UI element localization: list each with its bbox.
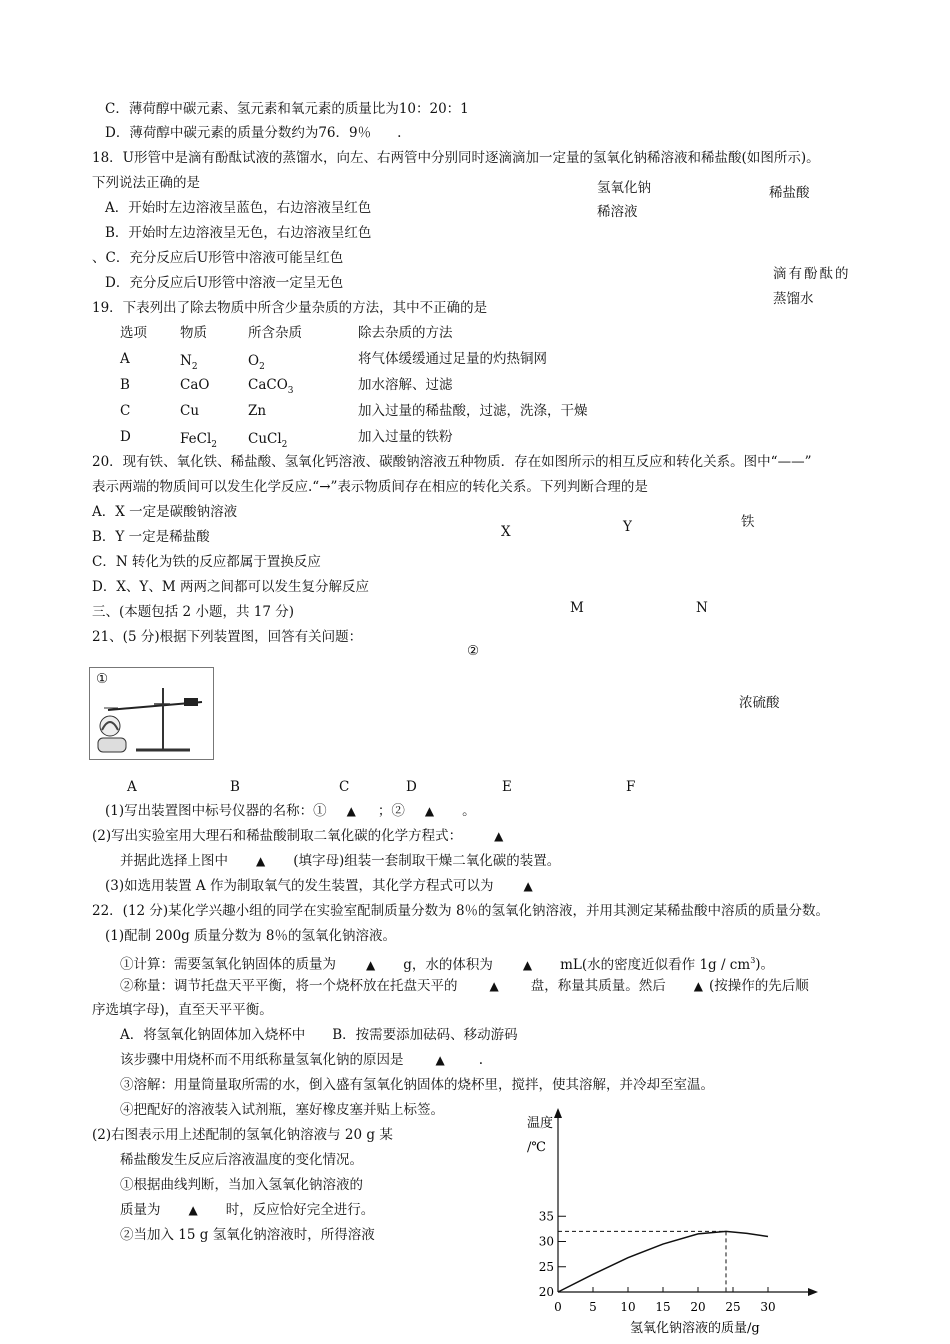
q19-row-d-method: 加入过量的铁粉 (358, 429, 453, 445)
apparatus-drawing (90, 668, 213, 759)
x-axis-arrow (808, 1288, 818, 1296)
unit-superscript: 3 (750, 956, 756, 965)
q21-part-1-text: (1)写出装置图中标号仪器的名称：① (105, 803, 327, 819)
q21-stem: 21、(5 分)根据下列装置图，回答有关问题： (92, 629, 363, 645)
q22-part-2-q1-tail: 时，反应恰好完全进行。 (225, 1202, 375, 1218)
answer-blank: ▲ (346, 804, 356, 818)
apparatus-label-b: B (230, 779, 240, 795)
q19-header-substance: 物质 (180, 325, 207, 341)
q19-row-a-method: 将气体缓缓通过足量的灼热铜网 (358, 351, 547, 367)
formula-text: O (248, 353, 260, 369)
q17-option-c: C．薄荷醇中碳元素、氢元素和氧元素的质量比为10：20：1 (105, 101, 469, 117)
q19-row-d-substance (180, 430, 217, 454)
q20-node-y: Y (623, 519, 632, 535)
q22-part-2-q1: ①根据曲线判断，当加入氢氧化钠溶液的 (120, 1177, 363, 1193)
q17-option-d-text: D．薄荷醇中碳元素的质量分数约为76．9％ (105, 125, 372, 141)
answer-blank: ▲ (424, 804, 435, 818)
q22-step-2 (120, 977, 809, 995)
q22-part-2: (2)右图表示用上述配制的氢氧化钠溶液与 20 g 某 (92, 1127, 393, 1143)
q19-row-b-impurity (248, 376, 294, 400)
q18-figure-label-water-1: 滴有酚酞的 (773, 266, 851, 282)
q19-row-c-substance: Cu (180, 403, 200, 419)
formula-subscript: 3 (287, 386, 294, 396)
y-tick-label: 30 (538, 1234, 554, 1249)
y-axis-label-1: 温度 (527, 1116, 554, 1131)
q21-part-2-b-text: 并据此选择上图中 (120, 853, 228, 869)
q19-row-c-impurity: Zn (248, 403, 267, 419)
formula-subscript: 2 (191, 362, 198, 372)
formula-subscript: 2 (259, 362, 265, 372)
q22-step-2-reason-text: 该步骤中用烧杯而不用纸称量氢氧化钠的原因是 (120, 1052, 404, 1068)
q20-node-x: X (501, 524, 511, 540)
q22-step-1-end: )。 (755, 956, 775, 973)
formula-text: CuCl (248, 431, 282, 447)
q18-figure-label-hcl: 稀盐酸 (769, 185, 810, 201)
q21-part-1-end: 。 (462, 803, 476, 819)
q22-stem: 22．(12 分)某化学兴趣小组的同学在实验室配制质量分数为 8％的氢氧化钠溶液，并用其测定某稀盐酸中溶质的质量分数。 (92, 903, 830, 919)
q18-option-d: D．充分反应后U形管中溶液一定呈无色 (105, 275, 344, 291)
q20-option-d: D．X、Y、M 两两之间都可以发生复分解反应 (92, 579, 369, 595)
q20-option-b: B．Y 一定是稀盐酸 (92, 529, 210, 545)
x-tick-label: 30 (760, 1300, 776, 1314)
q22-step-3: ③溶解：用量筒量取所需的水，倒入盛有氢氧化钠固体的烧杯里，搅拌，使其溶解，并冷却至室温。 (120, 1077, 714, 1093)
x-tick-label: 0 (554, 1300, 562, 1314)
formula-text: N (180, 353, 192, 369)
q22-step-1-text-3: mL(水的密度近似看作 1g / cm (560, 956, 751, 973)
q22-part-1: (1)配制 200g 质量分数为 8％的氢氧化钠溶液。 (105, 928, 396, 944)
x-tick-label: 5 (589, 1300, 597, 1314)
q18-figure-label-naoh-2: 稀溶液 (597, 204, 638, 220)
q19-row-a-impurity (248, 352, 265, 376)
y-tick-label: 20 (538, 1285, 554, 1299)
q20-option-c: C．N 转化为铁的反应都属于置换反应 (92, 554, 321, 570)
q22-part-2-q1-cont (120, 1201, 374, 1219)
q19-row-a-substance (180, 352, 198, 376)
q22-step-4: ④把配好的溶液装入试剂瓶，塞好橡皮塞并贴上标签。 (120, 1102, 444, 1118)
q21-part-3-text: (3)如选用装置 A 作为制取氧气的发生装置，其化学方程式可以为 (105, 878, 494, 894)
q21-part-3 (105, 877, 533, 895)
answer-blank: ▲ (435, 1053, 445, 1067)
q21-part-2-text: (2)写出实验室用大理石和稀盐酸制取二氧化碳的化学方程式： (92, 828, 463, 844)
q20-node-m: M (570, 600, 584, 616)
q22-step-2-cont: 序选填字母)，直至天平平衡。 (92, 1002, 273, 1018)
y-tick-label: 35 (538, 1209, 554, 1224)
q19-row-c-option: C (120, 403, 131, 419)
answer-blank: ▲ (489, 979, 499, 993)
answer-blank: ▲ (188, 1203, 198, 1217)
q22-part-2-q1-text: 质量为 (120, 1202, 161, 1218)
apparatus-label-c: C (339, 779, 350, 795)
q19-row-d-option: D (120, 429, 131, 445)
q22-step-1-text-2: g，水的体积为 (403, 956, 493, 973)
q22-step-2-reason (120, 1051, 483, 1069)
q21-circle-1-label: ① (96, 671, 109, 687)
apparatus-label-e: E (502, 779, 512, 795)
x-tick-label: 15 (655, 1300, 671, 1314)
q19-header-impurity: 所含杂质 (248, 325, 302, 341)
answer-blank: ▲ (523, 879, 533, 893)
answer-blank: ▲ (522, 957, 533, 972)
q18-option-a: A．开始时左边溶液呈蓝色，右边溶液呈红色 (105, 200, 372, 216)
q21-part-1 (105, 802, 476, 820)
q21-part-2 (92, 827, 503, 845)
answer-blank: ▲ (256, 854, 266, 868)
q22-step-1-text: ①计算：需要氢氧化钠固体的质量为 (120, 956, 336, 973)
q19-row-b-method: 加水溶解、过滤 (358, 377, 453, 393)
apparatus-label-f: F (626, 779, 636, 795)
q20-stem-line1: 20．现有铁、氧化铁、稀盐酸、氢氧化钙溶液、碳酸钠溶液五种物质．存在如图所示的相互反应和转化关系。图中“——” (92, 454, 812, 470)
q19-header-method: 除去杂质的方法 (358, 325, 453, 341)
x-tick-label: 25 (725, 1300, 741, 1314)
q17-option-d (105, 124, 401, 142)
q22-part-2-line2: 稀盐酸发生反应后溶液温度的变化情况。 (120, 1152, 363, 1168)
formula-subscript: 2 (211, 440, 217, 450)
section-3-heading: 三、(本题包括 2 小题，共 17 分) (92, 604, 294, 620)
y-axis-label-2: /℃ (527, 1140, 546, 1155)
q17-option-d-tail: . (397, 125, 402, 141)
y-tick-label: 25 (538, 1259, 554, 1274)
q19-row-a-option: A (120, 351, 130, 367)
q19-row-d-impurity (248, 430, 287, 454)
q18-figure-label-water-2: 蒸馏水 (773, 291, 814, 307)
q20-node-n: N (696, 600, 708, 616)
q21-circle-2-label: ② (467, 643, 480, 659)
answer-blank: ▲ (494, 829, 504, 843)
q21-apparatus-a-image (89, 667, 214, 760)
x-tick-label: 10 (620, 1300, 636, 1314)
formula-text: FeCl (180, 431, 212, 447)
q20-option-a: A．X 一定是碳酸钠溶液 (92, 504, 238, 520)
q22-step-2-reason-tail: . (478, 1052, 484, 1068)
q22-step-2-text: ②称量：调节托盘天平平衡，将一个烧杯放在托盘天平的 (120, 978, 458, 994)
q22-step-2-text-3: (按操作的先后顺 (708, 978, 809, 994)
q22-step-2-text-2: 盘，称量其质量。然后 (530, 978, 666, 994)
q22-step-1 (120, 952, 774, 974)
q21-conc-sulfuric-acid-label: 浓硫酸 (739, 695, 780, 711)
y-axis-arrow (554, 1108, 562, 1118)
q19-header-option: 选项 (120, 325, 147, 341)
q21-part-2-b (120, 852, 560, 870)
q19-stem: 19．下表列出了除去物质中所含少量杂质的方法，其中不正确的是 (92, 300, 488, 316)
formula-text: CaO (180, 377, 210, 393)
formula-text: CaCO (248, 377, 288, 393)
formula-subscript: 2 (281, 440, 288, 450)
q18-option-b: B．开始时左边溶液呈无色，右边溶液呈红色 (105, 225, 372, 241)
q19-row-b-substance (180, 376, 209, 394)
temperature-chart (500, 1100, 830, 1340)
q18-stem-line1: 18．U形管中是滴有酚酞试液的蒸馏水，向左、右两管中分别同时逐滴滴加一定量的氢氧化钠稀溶液和稀盐酸(如图所示)。 (92, 150, 820, 166)
q18-option-c: 、C．充分反应后U形管中溶液可能呈红色 (92, 250, 344, 266)
q19-row-c-method: 加入过量的稀盐酸，过滤，洗涤，干燥 (358, 403, 588, 419)
q20-node-iron: 铁 (741, 514, 755, 530)
q18-figure-label-naoh-1: 氢氧化钠 (597, 180, 651, 196)
q19-row-b-option: B (120, 377, 130, 393)
q20-stem-line2: 表示两端的物质间可以发生化学反应.“→”表示物质间存在相应的转化关系。下列判断合理的是 (92, 479, 648, 495)
answer-blank: ▲ (693, 979, 703, 993)
x-tick-label: 20 (690, 1300, 706, 1314)
x-axis-label: 氢氧化钠溶液的质量/g (630, 1321, 760, 1336)
q22-step-2-choices: A．将氢氧化钠固体加入烧杯中 B．按需要添加砝码、移动游码 (120, 1027, 518, 1043)
q21-part-1-text-2: ；② (377, 803, 405, 819)
apparatus-label-d: D (406, 779, 417, 795)
q18-stem-line2: 下列说法正确的是 (92, 175, 200, 191)
q21-part-2-b-tail: (填字母)组装一套制取干燥二氧化碳的装置。 (293, 853, 561, 869)
apparatus-label-a: A (127, 779, 137, 795)
temperature-curve (558, 1231, 768, 1292)
answer-blank: ▲ (366, 957, 376, 972)
q22-part-2-q2: ②当加入 15 g 氢氧化钠溶液时，所得溶液 (120, 1227, 375, 1243)
